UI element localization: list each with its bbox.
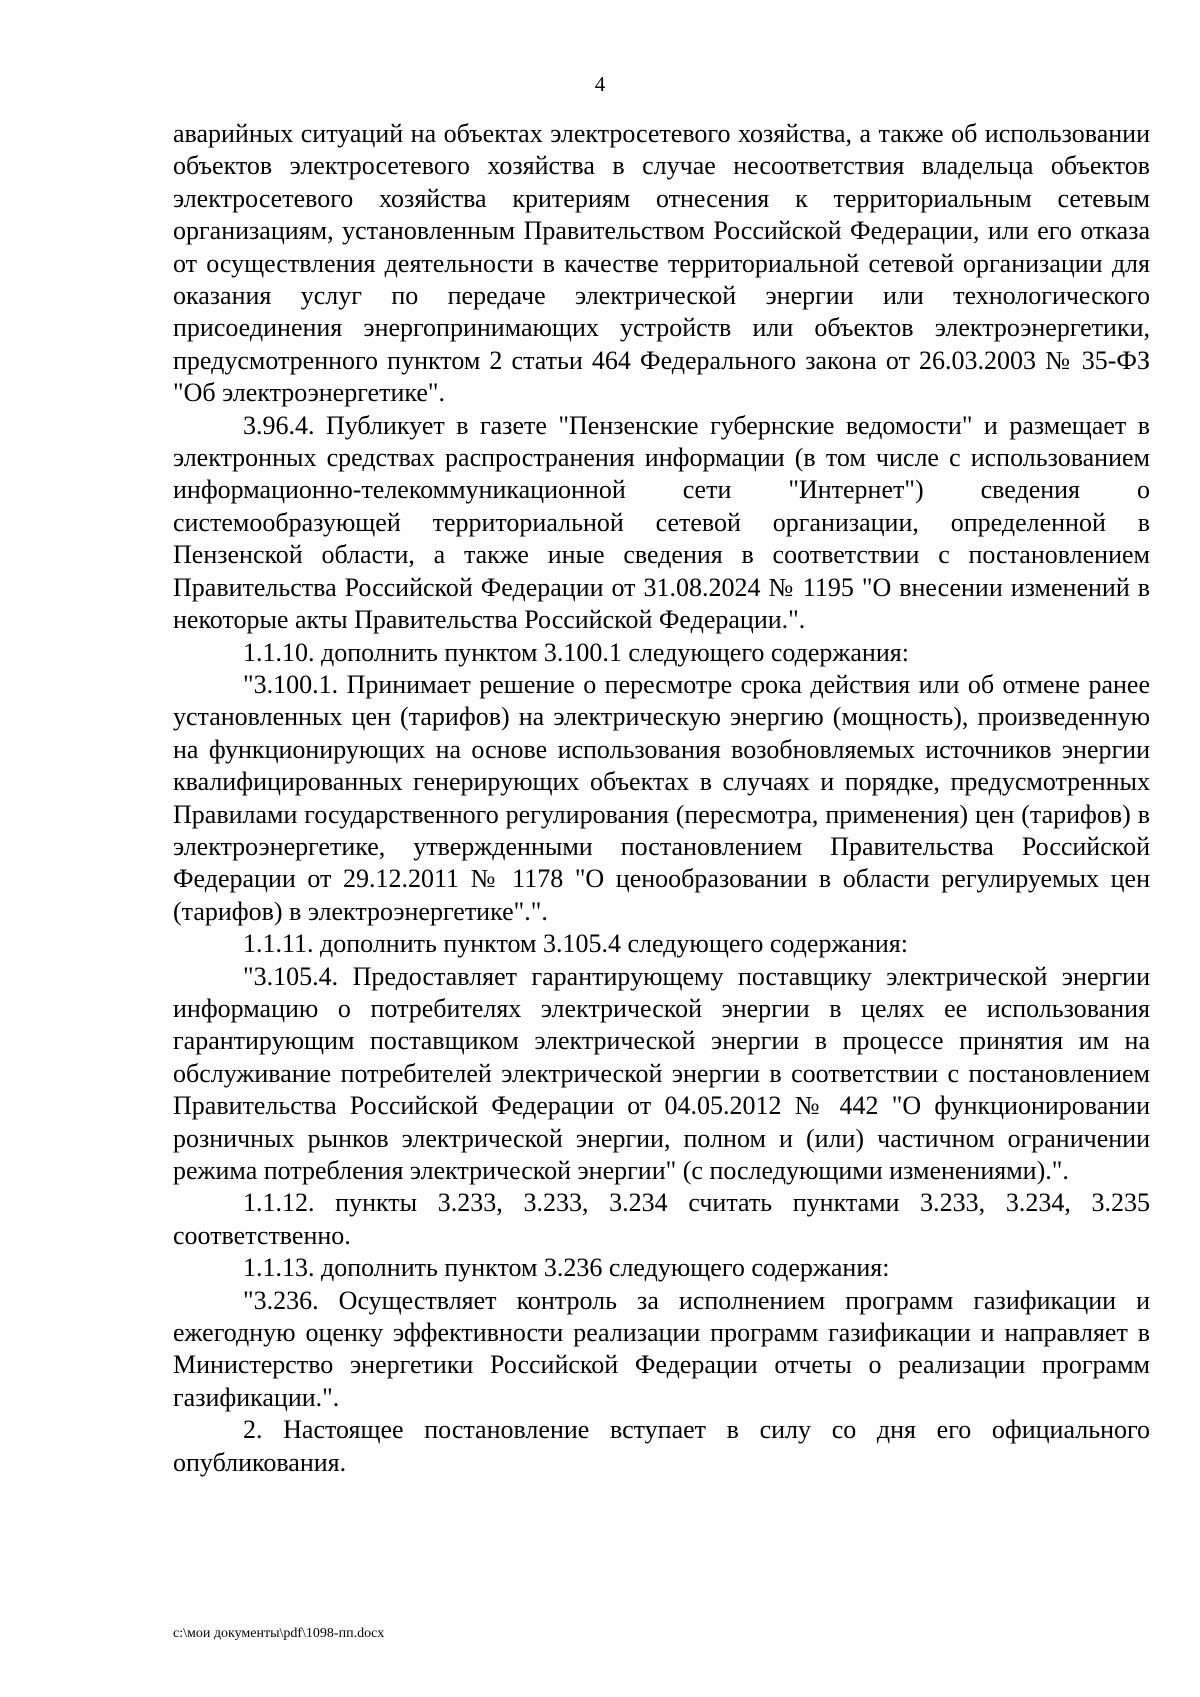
paragraph-6: "3.105.4. Предоставляет гарантирующему поставщику электрической энергии информацию о потребителях электрической энергии в целях ее использования гарантирующим поставщиком электрической энергии в процессе принятия им на обслуживание потребителей электрической энергии в соответствии с постановлением Правительства Российской Федерации от 04.05.2012 № 442 "О функционировании розничных рынков электрической энергии, полном и (или) частичном ограничении режима потребления электрической энергии" (с последующими изменениями).". — [173, 961, 1150, 1185]
paragraph-2: 3.96.4. Публикует в газете "Пензенские губернские ведомости" и размещает в электронных средствах распространения информации (в том числе с использованием информационно-телекоммуникационной сети "Интернет") сведения о системообразующей территориальной сетевой организации, определенной в Пензенской области, а также иные сведения в соответствии с постановлением Правительства Российской Федерации от 31.08.2024 № 1195 "О внесении изменений в некоторые акты Правительства Российской Федерации.". — [173, 410, 1150, 635]
page-number: 4 — [594, 72, 606, 96]
paragraph-4: "3.100.1. Принимает решение о пересмотре срока действия или об отмене ранее установленных цен (тарифов) на электрическую энергию (мощность), произведенную на функционирующих на основе использования возобновляемых источников энергии квалифицированных генерирующих объектах в случаях и порядке, предусмотренных Правилами государственного регулирования (пересмотра, применения) цен (тарифов) в электроэнергетике, утвержденными постановлением Правительства Российской Федерации от 29.12.2011 № 1178 "О ценообразовании в области регулируемых цен (тарифов) в электроэнергетике".". — [173, 669, 1150, 926]
paragraph-7: 1.1.12. пункты 3.233, 3.233, 3.234 считать пунктами 3.233, 3.234, 3.235 соответственно. — [173, 1188, 1150, 1250]
document-body — [173, 118, 1150, 1479]
paragraph-8: 1.1.13. дополнить пунктом 3.236 следующего содержания: — [243, 1253, 890, 1283]
footer-file-path: c:\мои документы\pdf\1098-пп.docx — [173, 1626, 385, 1641]
paragraph-10: 2. Настоящее постановление вступает в силу со дня его официального опубликования. — [173, 1415, 1150, 1477]
paragraph-3: 1.1.10. дополнить пунктом 3.100.1 следующего содержания: — [243, 637, 909, 667]
paragraph-5: 1.1.11. дополнить пунктом 3.105.4 следующего содержания: — [243, 929, 908, 959]
paragraph-1: аварийных ситуаций на объектах электросетевого хозяйства, а также об использовании объектов электросетевого хозяйства в случае несоответствия владельца объектов электросетевого хозяйства критериям отнесения к территориальным сетевым организациям, установленным Правительством Российской Федерации, или его отказа от осуществления деятельности в качестве территориальной сетевой организации для оказания услуг по передаче электрической энергии или технологического присоединения энергопринимающих устройств или объектов электроэнергетики, предусмотренного пунктом 2 статьи 464 Федерального закона от 26.03.2003 № 35-ФЗ "Об электроэнергетике". — [173, 119, 1150, 408]
paragraph-9: "3.236. Осуществляет контроль за исполнением программ газификации и ежегодную оценку эффективности реализации программ газификации и направляет в Министерство энергетики Российской Федерации отчеты о реализации программ газификации.". — [173, 1285, 1150, 1412]
